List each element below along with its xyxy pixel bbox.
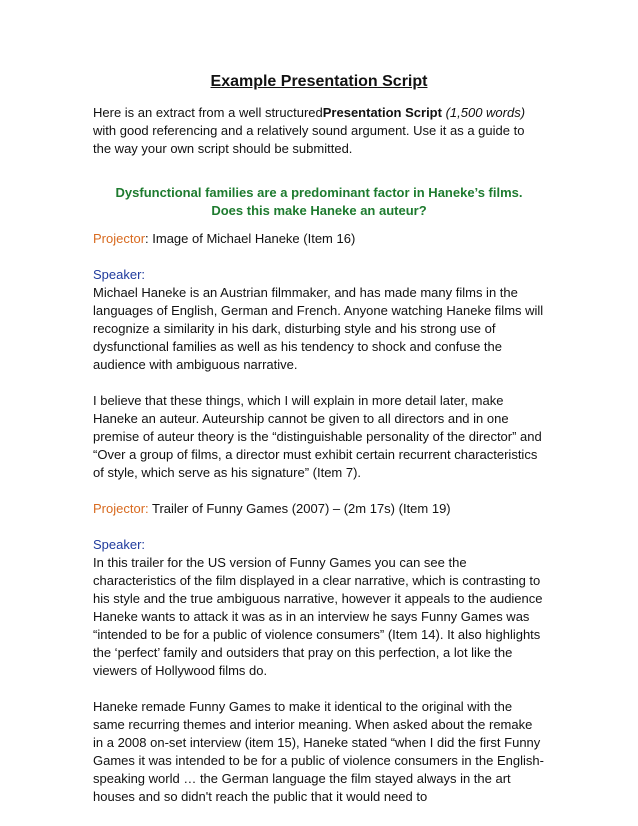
- speaker-block-2: [93, 536, 545, 680]
- intro-italic-text: (1,500 words): [441, 105, 526, 120]
- speaker-text: In this trailer for the US version of Funny Games you can see the characteristics of the film displayed in a clear narrative, which is contrasting to his style and the true ambiguous narrative, however it appeals to the audience Haneke wants to attack it was as in an interview he says Funny Games was “intended to be for a public of violence consumers” (Item 14). It also highlights the ‘perfect’ family and outsiders that pray on this perfection, a lot like the viewers of Hollywood films do.: [93, 555, 543, 678]
- speaker-text: Michael Haneke is an Austrian filmmaker, and has made many films in the languages of English, German and French. Anyone watching Haneke films will recognize a similarity in his dark, disturbing style and his strong use of dysfunctional families as well as his tendency to shock and confuse the audience with ambiguous narrative.: [93, 285, 544, 372]
- script-heading-line-2: Does this make Haneke an auteur?: [211, 203, 427, 218]
- intro-paragraph: [93, 104, 545, 158]
- projector-text: : Image of Michael Haneke (Item 16): [145, 231, 356, 246]
- intro-tail-text: with good referencing and a relatively sound argument. Use it as a guide to the way your own script should be submitted.: [93, 123, 525, 156]
- intro-bold-text: Presentation Script: [322, 105, 442, 120]
- script-heading-line-1: Dysfunctional families are a predominant factor in Haneke’s films.: [115, 185, 523, 200]
- projector-label: Projector: [93, 231, 146, 246]
- speaker-block-1: [93, 266, 545, 374]
- body-paragraph: Haneke remade Funny Games to make it identical to the original with the same recurring themes and interior meaning. When asked about the remake in a 2008 on-set interview (item 15), Haneke stated “when I did the first Funny Games it was intended to be for a public of violence consumers in the English-speaking world … the German language the film stayed always in the art houses and so didn't reach the public that it would need to: [93, 699, 544, 804]
- body-paragraph: I believe that these things, which I will explain in more detail later, make Haneke an auteur. Auteurship cannot be given to all directors and in one premise of auteur theory is the “distinguishable personality of the director” and “Over a group of films, a director must exhibit certain recurrent characteristics of style, which serve as his signature” (Item 7).: [93, 393, 542, 480]
- projector-text: Trailer of Funny Games (2007) – (2m 17s) (Item 19): [148, 501, 451, 516]
- document-page: [93, 72, 545, 806]
- page-title: Example Presentation Script: [210, 73, 428, 90]
- intro-text: Here is an extract from a well structured: [93, 105, 323, 120]
- projector-cue-2: [93, 500, 545, 518]
- speaker-label: Speaker:: [93, 537, 146, 552]
- script-heading: [93, 184, 545, 220]
- speaker-label: Speaker:: [93, 267, 146, 282]
- projector-label: Projector:: [93, 501, 149, 516]
- projector-cue-1: [93, 230, 545, 248]
